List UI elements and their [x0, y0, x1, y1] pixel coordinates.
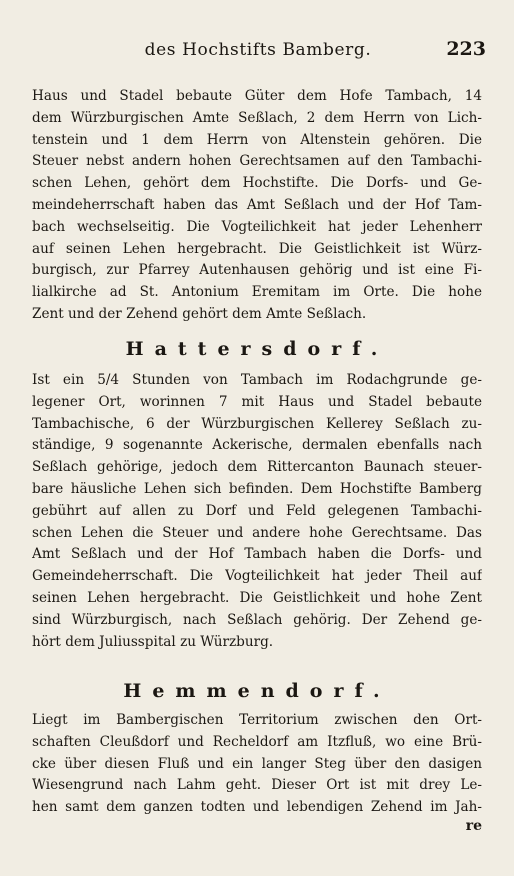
- text-line: bare häusliche Lehen sich befinden. Dem Hochstifte Bamberg: [32, 480, 482, 497]
- running-head: [30, 36, 486, 62]
- text-line: burgisch, zur Pfarrey Autenhausen gehörig und ist eine Fi-: [32, 262, 482, 279]
- text-line: legener Ort, worinnen 7 mit Haus und Stadel bebaute: [32, 393, 482, 410]
- catchword: re: [465, 818, 482, 834]
- text-line: schen Lehen die Steuer und andere hohe Gerechtsame. Das: [32, 524, 482, 541]
- text-line: cke über diesen Fluß und ein langer Steg über den dasigen: [32, 755, 482, 772]
- text-line: gebührt auf allen zu Dorf und Feld gelegenen Tambachi-: [32, 502, 482, 519]
- text-line: Wiesengrund nach Lahm geht. Dieser Ort ist mit drey Le-: [32, 777, 482, 794]
- text-line: bach wechselseitig. Die Vogteilichkeit hat jeder Lehenherr: [32, 218, 482, 235]
- running-title: des Hochstifts Bamberg.: [144, 40, 372, 60]
- text-line: seinen Lehen hergebracht. Die Geistlichkeit und hohe Zent: [32, 589, 482, 606]
- text-line: schaften Cleußdorf und Recheldorf am Itzfluß, wo eine Brü-: [32, 733, 482, 750]
- text-line: hen samt dem ganzen todten und lebendigen Zehend im Jah-: [32, 799, 482, 816]
- text-line: dem Würzburgischen Amte Seßlach, 2 dem Herrn von Lich-: [32, 109, 482, 126]
- text-line-last: hört dem Juliusspital zu Würzburg.: [32, 633, 274, 650]
- text-line: Amt Seßlach und der Hof Tambach haben die Dorfs- und: [32, 546, 482, 563]
- text-line: schen Lehen, gehört dem Hochstifte. Die Dorfs- und Ge-: [32, 175, 482, 192]
- text-line: Steuer nebst andern hohen Gerechtsamen auf den Tambachi-: [32, 153, 482, 170]
- paragraph-hemmendorf: [32, 710, 482, 819]
- section-heading-hattersdorf: Hattersdorf.: [125, 338, 389, 360]
- text-line: Tambachische, 6 der Würzburgischen Kellerey Seßlach zu-: [32, 415, 482, 432]
- text-line: ständige, 9 sogenannte Ackerische, dermalen ebenfalls nach: [32, 437, 482, 454]
- text-line: Gemeindeherrschaft. Die Vogteilichkeit hat jeder Theil auf: [32, 568, 482, 585]
- text-line: sind Würzburgisch, nach Seßlach gehörig. Der Zehend ge-: [32, 611, 482, 628]
- text-line: Liegt im Bambergischen Territorium zwischen den Ort-: [32, 712, 482, 728]
- text-line: Seßlach gehörige, jedoch dem Rittercanton Baunach steuer-: [32, 459, 482, 476]
- paragraph-hattersdorf: [32, 370, 482, 653]
- text-line: lialkirche ad St. Antonium Eremitam im Orte. Die hohe: [32, 284, 482, 301]
- text-line: Haus und Stadel bebaute Güter dem Hofe Tambach, 14: [32, 88, 482, 104]
- text-line: Ist ein 5/4 Stunden von Tambach im Rodachgrunde ge-: [32, 372, 482, 388]
- text-line-last: Zent und der Zehend gehört dem Amte Seßlach.: [32, 305, 367, 322]
- text-line: tenstein und 1 dem Herrn von Altenstein gehören. Die: [32, 131, 482, 148]
- text-line: meindeherrschaft haben das Amt Seßlach und der Hof Tam-: [32, 196, 482, 213]
- section-heading-hemmendorf: Hemmendorf.: [123, 680, 391, 702]
- text-line: auf seinen Lehen hergebracht. Die Geistlichkeit ist Würz-: [32, 240, 482, 257]
- paragraph-continuation: [32, 86, 482, 326]
- page-number: 223: [446, 38, 486, 60]
